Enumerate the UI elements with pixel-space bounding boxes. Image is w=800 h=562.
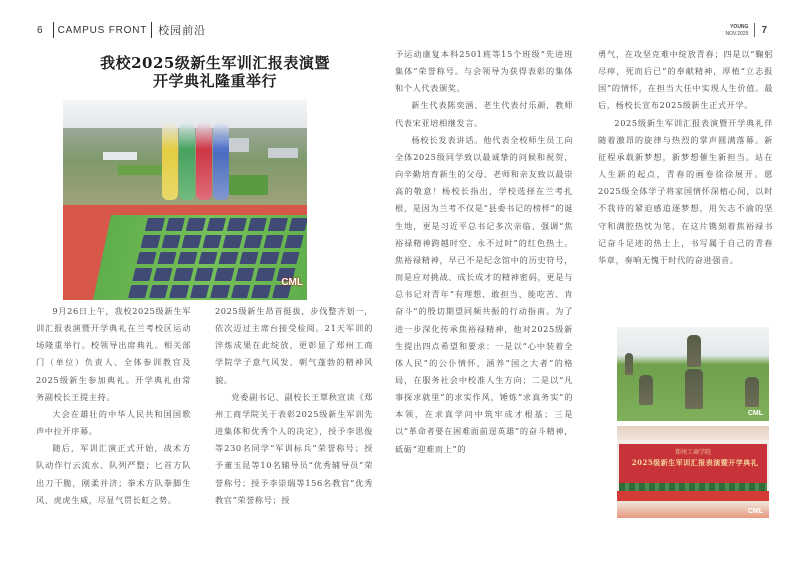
paragraph: 大会在雄壮的中华人民共和国国歌声中拉开序幕。	[36, 408, 191, 437]
photo-watermark: CML	[747, 508, 763, 515]
body-column-3	[395, 46, 573, 458]
issue-date: NOV.2025	[725, 30, 749, 37]
photo-ceremony-stage	[617, 426, 769, 518]
header-divider	[53, 22, 54, 38]
page-number-left: 6	[37, 24, 43, 36]
photo-military-drill	[617, 327, 769, 421]
banner-emblem: 郑州工商学院	[675, 449, 712, 456]
article-title	[60, 54, 370, 90]
paragraph: 2025级新生军训汇报表演暨开学典礼伴随着激昂的旋律与热烈的掌声圆满落幕。新征程承载新梦想，新梦想催生新担当。站在人生新的起点，青春的画卷徐徐展开。愿2025级全体学子将家国情怀深植心间，以时不我待的紧迫感追逐梦想，用矢志不渝的坚守和满腔热忱为笔，在这片镌刻着焦裕禄书记奋斗足迹的热土上，书写属于自己的青春华章，奏响无愧于时代的奋进强音。	[598, 117, 773, 265]
header-divider	[151, 22, 152, 38]
right-page-header	[726, 22, 767, 38]
banner-text: 2025级新生军训汇报表演暨开学典礼	[631, 458, 759, 467]
left-page-header	[37, 22, 206, 38]
paragraph: 杨校长发表讲话。他代表全校师生员工向全体2025级同学致以最诚挚的问候和祝贺，向辛勤培育新生的父母、老师和亲友致以最崇高的敬意！杨校长指出，学校选择在兰考扎根，是因为兰考不仅是“县委书记的榜样”的诞生地，更是习近平总书记多次亲临、强调“焦裕禄精神跨越时空、永不过时”的红色热土。焦裕禄精神，早已不是纪念馆中的历史符号，而是应对挑战、成长成才的精神密码，更是与总书记对青年“有理想、敢担当、能吃苦、肯奋斗”的殷切期望同频共振的行动指南。为了进一步深化传承焦裕禄精神，他对2025级新生提出四点希望和要求：一是以“心中装着全体人民”的公仆情怀，涵养“国之大者”的格局，在服务社会中校准人生方向；二是以“凡事探求就里”的求实作风，锤炼“求真务实”的本领，在求真学问中筑牢成才根基；三是以“革命者要在困难面前逞英雄”的奋斗精神，砥砺“迎难而上”的	[395, 134, 573, 454]
paragraph: 予运动康复本科2501班等15个班级“先进班集体”荣誉称号。与会领导为获得表彰的集体和个人代表颁奖。	[395, 49, 573, 94]
stage-banner	[619, 444, 767, 484]
paragraph: 勇气，在攻坚克难中绽放青春；四是以“鞠躬尽瘁，死而后已”的奉献精神，厚植“立志报国”的情怀，在担当大任中实现人生价值。最后，杨校长宣布2025级新生正式开学。	[598, 49, 773, 111]
paragraph: 新生代表陈奕涵、老生代表付乐颜，教师代表宋亚培相继发言。	[395, 100, 573, 128]
paragraph: 党委副书记、副校长王覃秋宣读《郑州工商学院关于表彰2025级新生军训先进集体和优秀个人的决定》，授予李思俊等230名同学“军训标兵”荣誉称号；授予董玉昆等10名辅导员“优秀辅导员”荣誉称号；授予李崇瑞等156名教官“优秀教官”荣誉称号；授	[215, 391, 373, 505]
paragraph: 9月26日上午，我校2025级新生军训汇报表演暨开学典礼在兰考校区运动场隆重举行。校领导出席典礼。相关部门（单位）负责人、全体参训教官及2025级新生参加典礼。开学典礼由常务副校长王提主持。	[36, 306, 191, 402]
hero-photo-aerial-field	[63, 100, 307, 300]
section-name-en: CAMPUS FRONT	[57, 24, 148, 36]
smoke-red	[196, 122, 212, 200]
page-number-right: 7	[761, 24, 767, 36]
header-divider	[754, 23, 755, 37]
title-line-2: 开学典礼隆重举行	[152, 72, 277, 90]
body-column-1	[36, 303, 191, 509]
photo-watermark: CML	[747, 410, 763, 417]
magazine-masthead	[726, 24, 749, 37]
title-line-1: 我校2025级新生军训汇报表演暨	[100, 54, 330, 72]
smoke-blue	[213, 122, 229, 200]
photo-watermark: CML	[281, 277, 303, 288]
paragraph: 2025级新生昂首挺拔，步伐整齐划一，依次迈过主席台接受检阅。21天军训的淬炼成果在此绽放，更彰显了郑州工商学院学子意气风发、朝气蓬勃的精神风貌。	[215, 306, 373, 385]
body-column-4	[598, 46, 773, 269]
smoke-yellow	[162, 122, 178, 200]
smoke-green	[179, 122, 195, 200]
body-column-2	[215, 303, 373, 509]
section-name-zh: 校园前沿	[158, 24, 207, 37]
paragraph: 随后，军训汇演正式开始，战术方队动作行云流水、队列严整；匕首方队出刀干脆，刚柔并济；拳术方队拳脚生风、虎虎生威，尽显气贯长虹之势。	[36, 443, 191, 505]
magazine-name: YOUNG	[730, 23, 749, 30]
